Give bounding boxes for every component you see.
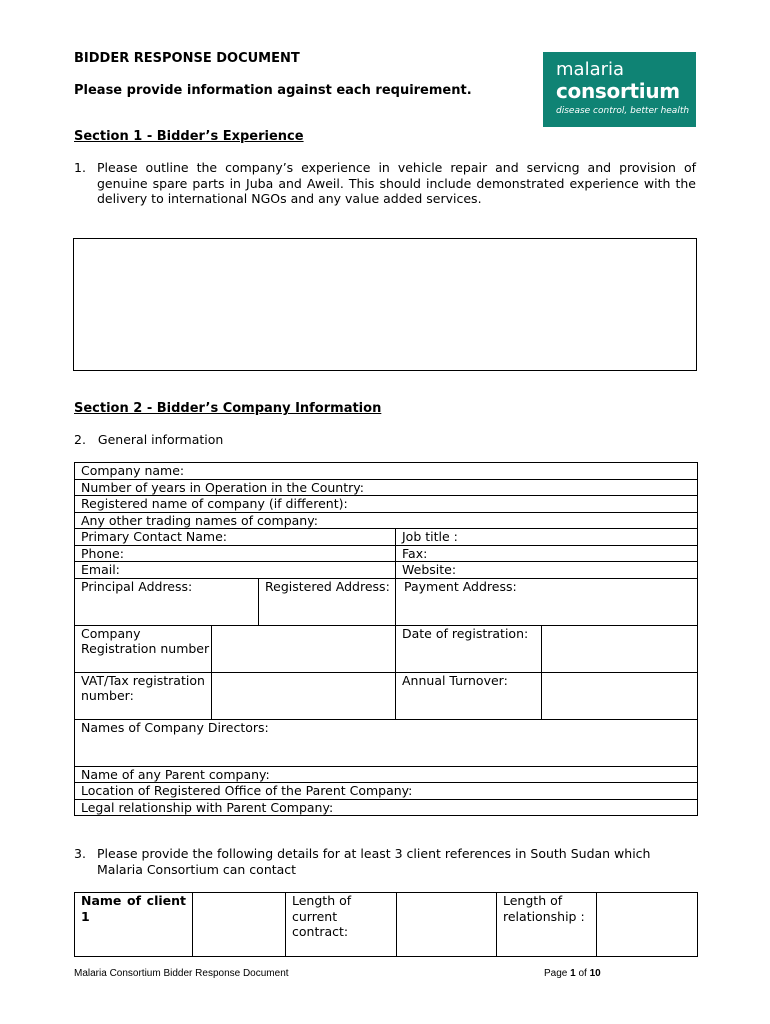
years-operation-field[interactable]: Number of years in Operation in the Country: <box>75 479 698 496</box>
page-prefix: Page <box>544 968 571 979</box>
primary-contact-field[interactable]: Primary Contact Name: <box>75 529 396 546</box>
phone-field[interactable]: Phone: <box>75 545 396 562</box>
logo-line2: consortium <box>556 79 680 103</box>
page-sep: of <box>575 968 590 979</box>
payment-address-field[interactable]: Payment Address: <box>396 578 698 625</box>
length-current-contract-input[interactable] <box>397 893 497 957</box>
company-registration-input[interactable] <box>212 625 396 672</box>
q3-number: 3. <box>74 846 86 861</box>
question-1 <box>74 160 696 207</box>
parent-company-field[interactable]: Name of any Parent company: <box>75 766 698 783</box>
fax-field[interactable]: Fax: <box>396 545 698 562</box>
logo-tagline: disease control, better health <box>556 106 690 116</box>
client-references-table <box>74 892 698 957</box>
company-registration-label: Company Registration number <box>75 625 212 672</box>
annual-turnover-input[interactable] <box>542 672 698 719</box>
email-field[interactable]: Email: <box>75 562 396 579</box>
legal-relationship-field[interactable]: Legal relationship with Parent Company: <box>75 799 698 816</box>
instruction-text: Please provide information against each requirement. <box>74 83 472 98</box>
page-total: 10 <box>589 968 601 979</box>
registered-address-field[interactable]: Registered Address: <box>259 578 396 625</box>
client-name-label: Name of client 1 <box>75 893 193 957</box>
q1-number: 1. <box>74 160 86 175</box>
website-field[interactable]: Website: <box>396 562 698 579</box>
footer-document-name: Malaria Consortium Bidder Response Document <box>74 968 289 979</box>
trading-names-field[interactable]: Any other trading names of company: <box>75 512 698 529</box>
document-title: BIDDER RESPONSE DOCUMENT <box>74 51 300 66</box>
q2-number: 2. <box>74 432 86 447</box>
annual-turnover-label: Annual Turnover: <box>396 672 542 719</box>
q3-text: Please provide the following details for at least 3 client references in South Sudan which Malaria Consortium can contact <box>97 846 651 877</box>
section1-heading: Section 1 - Bidder’s Experience <box>74 129 304 144</box>
vat-registration-label: VAT/Tax registration number: <box>75 672 212 719</box>
question-3 <box>74 846 696 877</box>
registered-name-field[interactable]: Registered name of company (if different): <box>75 496 698 513</box>
job-title-field[interactable]: Job title : <box>396 529 698 546</box>
company-name-field[interactable]: Company name: <box>75 463 698 480</box>
vat-registration-input[interactable] <box>212 672 396 719</box>
length-relationship-label: Length of relationship : <box>497 893 597 957</box>
general-information-table <box>74 462 698 816</box>
footer-page-number <box>544 968 601 979</box>
experience-response-box[interactable] <box>73 238 697 371</box>
page-current: 1 <box>570 968 576 979</box>
parent-office-field[interactable]: Location of Registered Office of the Parent Company: <box>75 783 698 800</box>
question-2 <box>74 432 223 448</box>
date-of-registration-label: Date of registration: <box>396 625 542 672</box>
section2-heading: Section 2 - Bidder’s Company Information <box>74 401 382 416</box>
logo-line1: malaria <box>556 59 625 80</box>
malaria-consortium-logo <box>543 52 696 127</box>
length-current-contract-label: Length of current contract: <box>286 893 397 957</box>
principal-address-field[interactable]: Principal Address: <box>75 578 259 625</box>
client-name-input[interactable] <box>193 893 286 957</box>
length-relationship-input[interactable] <box>597 893 698 957</box>
date-of-registration-input[interactable] <box>542 625 698 672</box>
q2-label: General information <box>97 432 224 447</box>
directors-field[interactable]: Names of Company Directors: <box>75 719 698 766</box>
q1-text: Please outline the company’s experience in vehicle repair and servicng and provision of genuine spare parts in Juba and Aweil. This should include demonstrated experience with the delivery to international NGOs and any value added services. <box>97 160 696 206</box>
